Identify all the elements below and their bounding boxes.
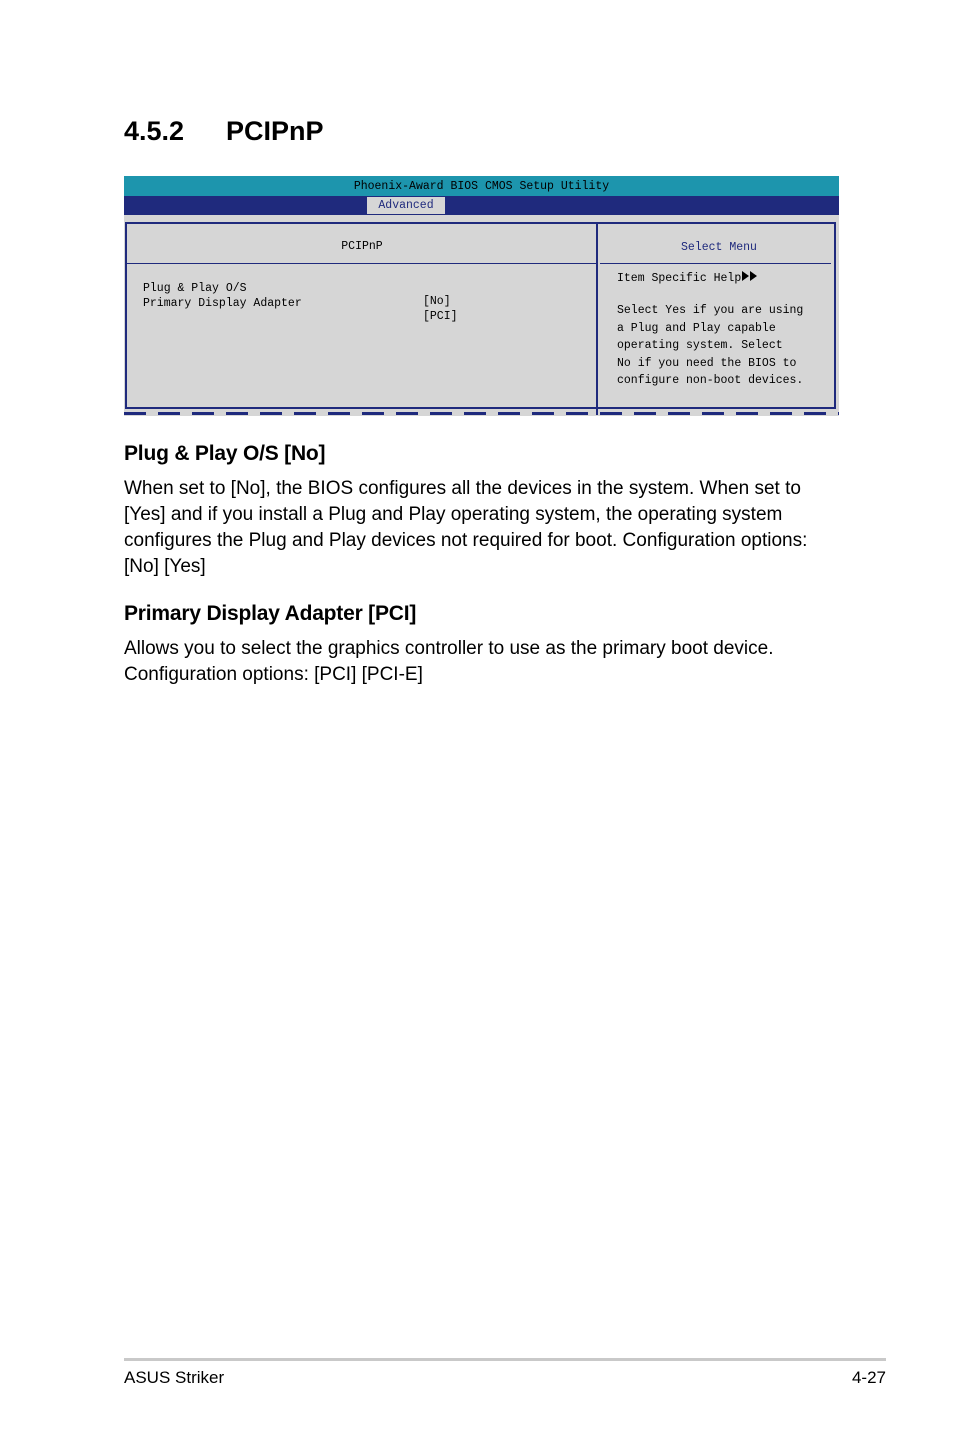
bios-help-title (617, 271, 758, 285)
bios-item-value[interactable]: [No] (423, 295, 451, 308)
footer-product-name: ASUS Striker (124, 1368, 225, 1387)
bios-select-menu: Select Menu (681, 241, 757, 254)
paragraph-line: configures the Plug and Play devices not required for boot. Configuration options: (124, 530, 808, 551)
double-arrow-right-icon (742, 271, 758, 285)
section-number: 4.5.2 (124, 116, 185, 146)
bios-screenshot (124, 176, 839, 416)
paragraph-line: [Yes] and if you install a Plug and Play operating system, the operating system (124, 504, 783, 525)
paragraph-line: Configuration options: [PCI] [PCI-E] (124, 664, 423, 685)
bios-item-label: Primary Display Adapter (143, 297, 302, 310)
bios-bottom-dashes (124, 412, 839, 415)
bios-help-line: Select Yes if you are using (617, 304, 804, 317)
section-heading (124, 116, 324, 147)
tab-advanced[interactable]: Advanced (367, 197, 445, 214)
bios-help-line: operating system. Select (617, 339, 783, 352)
bios-item-value[interactable]: [PCI] (423, 310, 458, 323)
section-title: PCIPnP (226, 116, 324, 146)
primary-display-adapter-heading: Primary Display Adapter [PCI] (124, 602, 417, 625)
paragraph-line: When set to [No], the BIOS configures all the devices in the system. When set to (124, 478, 801, 499)
plug-and-play-description (124, 476, 844, 580)
paragraph-line: [No] [Yes] (124, 556, 206, 577)
bios-panel-title: PCIPnP (341, 240, 383, 253)
primary-display-adapter-description (124, 636, 844, 688)
footer-rule (124, 1358, 886, 1361)
footer-page-number: 4-27 (851, 1368, 886, 1387)
bios-item-label: Plug & Play O/S (143, 282, 247, 295)
bios-help-title-rule (600, 263, 831, 264)
bios-title-bar: Phoenix-Award BIOS CMOS Setup Utility (124, 176, 839, 196)
bios-help-line: configure non-boot devices. (617, 374, 804, 387)
bios-help-title-text: Item Specific Help (617, 272, 742, 286)
bios-menu-bar (124, 196, 839, 215)
bios-help-text (617, 302, 832, 390)
paragraph-line: Allows you to select the graphics controller to use as the primary boot device. (124, 638, 774, 659)
bios-panel-title-rule (127, 263, 596, 264)
bios-help-line: a Plug and Play capable (617, 321, 776, 335)
bios-help-line: No if you need the BIOS to (617, 356, 797, 370)
plug-and-play-heading: Plug & Play O/S [No] (124, 442, 326, 465)
